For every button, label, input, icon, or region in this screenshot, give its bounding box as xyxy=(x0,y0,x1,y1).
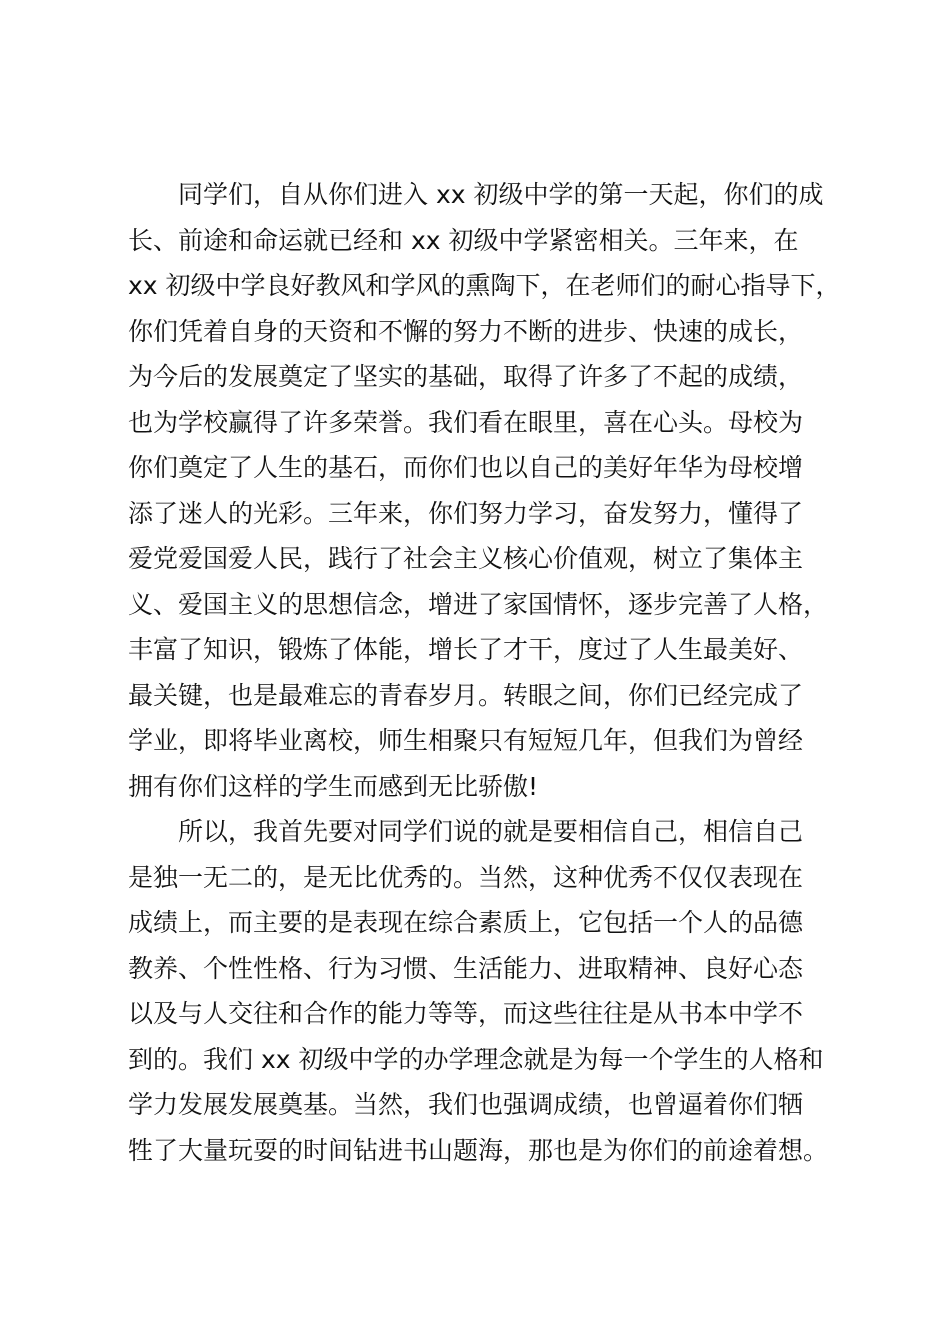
paragraph-line: 教养、个性性格、行为习惯、生活能力、进取精神、良好心态 xyxy=(128,953,804,983)
paragraph-line: 最关键，也是最难忘的青春岁月。转眼之间，你们已经完成了 xyxy=(128,680,804,710)
document-body xyxy=(128,172,868,1173)
paragraph-line: 拥有你们这样的学生而感到无比骄傲! xyxy=(128,771,539,801)
paragraph-line: 同学们，自从你们进入 xx 初级中学的第一天起，你们的成 xyxy=(178,180,824,209)
paragraph-line: 到的。我们 xx 初级中学的办学理念就是为每一个学生的人格和 xyxy=(128,1044,824,1074)
paragraph-line: 长、前途和命运就已经和 xx 初级中学紧密相关。三年来，在 xyxy=(128,225,799,255)
paragraph-line: 添了迷人的光彩。三年来，你们努力学习，奋发努力，懂得了 xyxy=(128,498,804,528)
paragraph-line: 你们凭着自身的天资和不懈的努力不断的进步、快速的成长， xyxy=(128,316,804,346)
paragraph-line: 学业，即将毕业离校，师生相聚只有短短几年，但我们为曾经 xyxy=(128,726,804,755)
paragraph-line: 义、爱国主义的思想信念，增进了家国情怀，逐步完善了人格， xyxy=(128,589,829,619)
paragraph-line: 丰富了知识，锻炼了体能，增长了才干，度过了人生最美好、 xyxy=(128,635,804,664)
paragraph-line: 所以，我首先要对同学们说的就是要相信自己，相信自己 xyxy=(178,817,804,846)
paragraph-line: 成绩上，而主要的是表现在综合素质上，它包括一个人的品德 xyxy=(128,908,804,937)
paragraph-1 xyxy=(128,172,868,809)
paragraph-line: 也为学校赢得了许多荣誉。我们看在眼里，喜在心头。母校为 xyxy=(128,407,804,437)
paragraph-line: 爱党爱国爱人民，践行了社会主义核心价值观，树立了集体主 xyxy=(128,544,804,573)
paragraph-2 xyxy=(128,809,868,1173)
paragraph-line: 为今后的发展奠定了坚实的基础，取得了许多了不起的成绩， xyxy=(128,362,804,391)
paragraph-line: 以及与人交往和合作的能力等等，而这些往往是从书本中学不 xyxy=(128,999,804,1028)
paragraph-line: 学力发展发展奠基。当然，我们也强调成绩，也曾逼着你们牺 xyxy=(128,1090,804,1119)
paragraph-line: 牲了大量玩耍的时间钻进书山题海，那也是为你们的前途着想。 xyxy=(128,1135,829,1165)
paragraph-line: 是独一无二的，是无比优秀的。当然，这种优秀不仅仅表现在 xyxy=(128,862,804,892)
paragraph-line: xx 初级中学良好教风和学风的熏陶下，在老师们的耐心指导下， xyxy=(128,271,841,300)
paragraph-line: 你们奠定了人生的基石，而你们也以自己的美好年华为母校增 xyxy=(128,453,804,482)
